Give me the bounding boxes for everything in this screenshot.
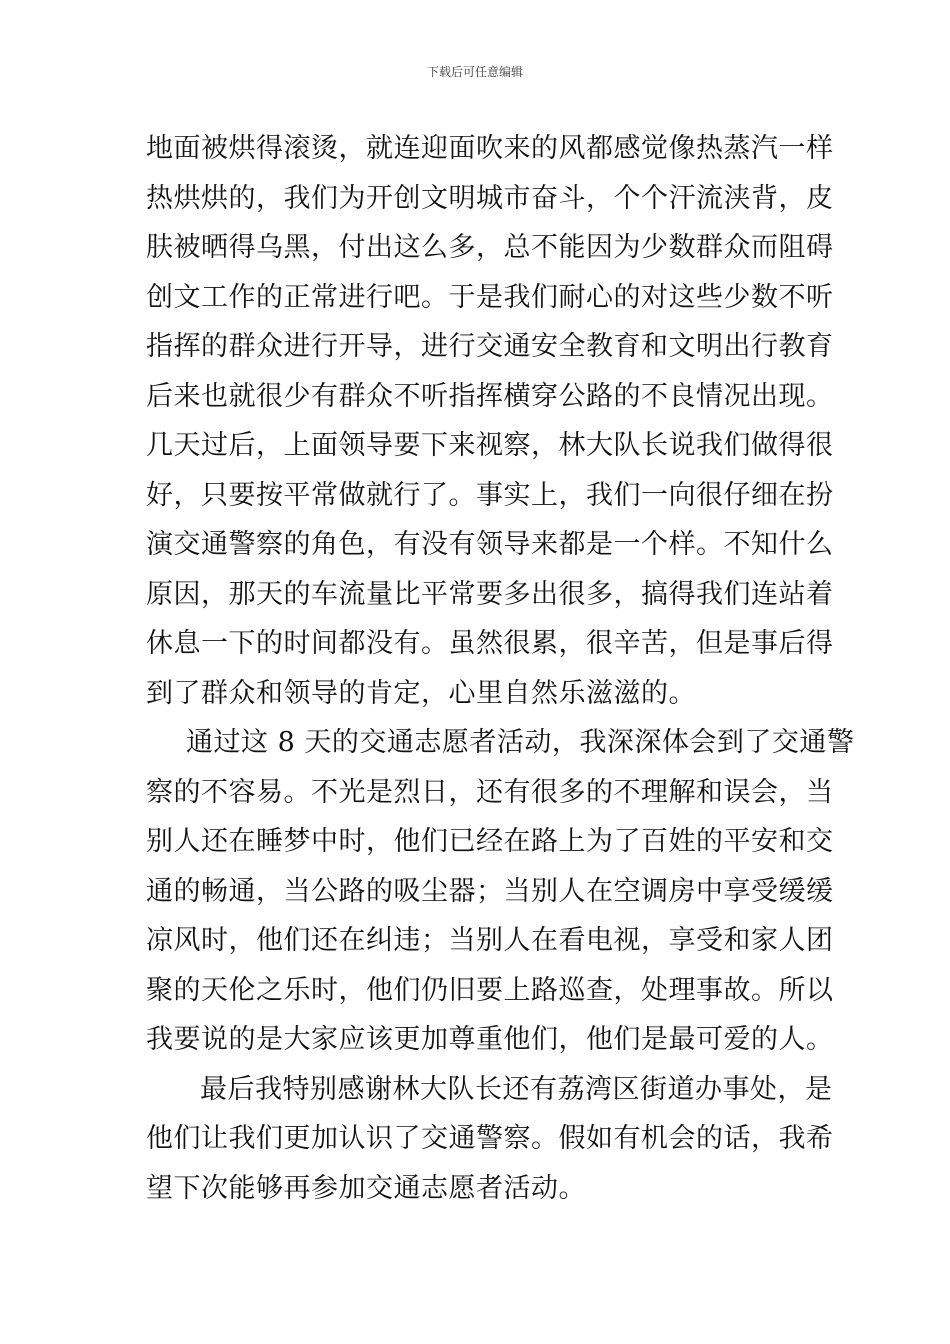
text-line: 好，只要按平常做就行了。事实上，我们一向很仔细在扮 [146,479,834,511]
text-line: 别人还在睡梦中时，他们已经在路上为了百姓的平安和交 [146,826,834,857]
text-line: 望下次能够再参加交通志愿者活动。 [146,1172,586,1204]
paragraph-1 [146,124,834,718]
text-line: 通的畅通，当公路的吸尘器；当别人在空调房中享受缓缓 [146,875,834,907]
text-line: 他们让我们更加认识了交通警察。假如有机会的话，我希 [146,1123,834,1154]
text-line: 地面被烘得滚烫，就连迎面吹来的风都感觉像热蒸汽一样 [146,133,834,164]
page-header: 下载后可任意编辑 [426,65,523,79]
paragraph-2 [146,718,855,1065]
text-line: 凉风时，他们还在纠违；当别人在看电视，享受和家人团 [146,925,834,956]
text-line: 休息一下的时间都没有。虽然很累，很辛苦，但是事后得 [146,628,834,659]
document-body [146,124,855,1213]
text-line: 肤被晒得乌黑，付出这么多，总不能因为少数群众而阻碍 [146,232,834,263]
text-line: 通过这 8 天的交通志愿者活动，我深深体会到了交通警 [186,727,855,758]
text-line: 热烘烘的，我们为开创文明城市奋斗，个个汗流浃背，皮 [146,182,834,214]
text-line: 察的不容易。不光是烈日，还有很多的不理解和误会，当 [146,776,834,808]
text-line: 演交通警察的角色，有没有领导来都是一个样。不知什么 [146,529,834,560]
paragraph-3 [146,1065,834,1214]
text-line: 后来也就很少有群众不听指挥横穿公路的不良情况出现。 [146,380,834,412]
text-line: 最后我特别感谢林大队长还有荔湾区街道办事处，是 [200,1073,833,1105]
text-line: 指挥的群众进行开导，进行交通安全教育和文明出行教育 [146,331,834,362]
text-line: 创文工作的正常进行吧。于是我们耐心的对这些少数不听 [146,281,834,313]
text-line: 原因，那天的车流量比平常要多出很多，搞得我们连站着 [146,578,834,610]
text-line: 我要说的是大家应该更加尊重他们，他们是最可爱的人。 [146,1024,834,1055]
text-line: 聚的天伦之乐时，他们仍旧要上路巡查，处理事故。所以 [146,974,834,1006]
text-line: 几天过后，上面领导要下来视察，林大队长说我们做得很 [146,430,834,461]
text-line: 到了群众和领导的肯定，心里自然乐滋滋的。 [146,677,696,709]
